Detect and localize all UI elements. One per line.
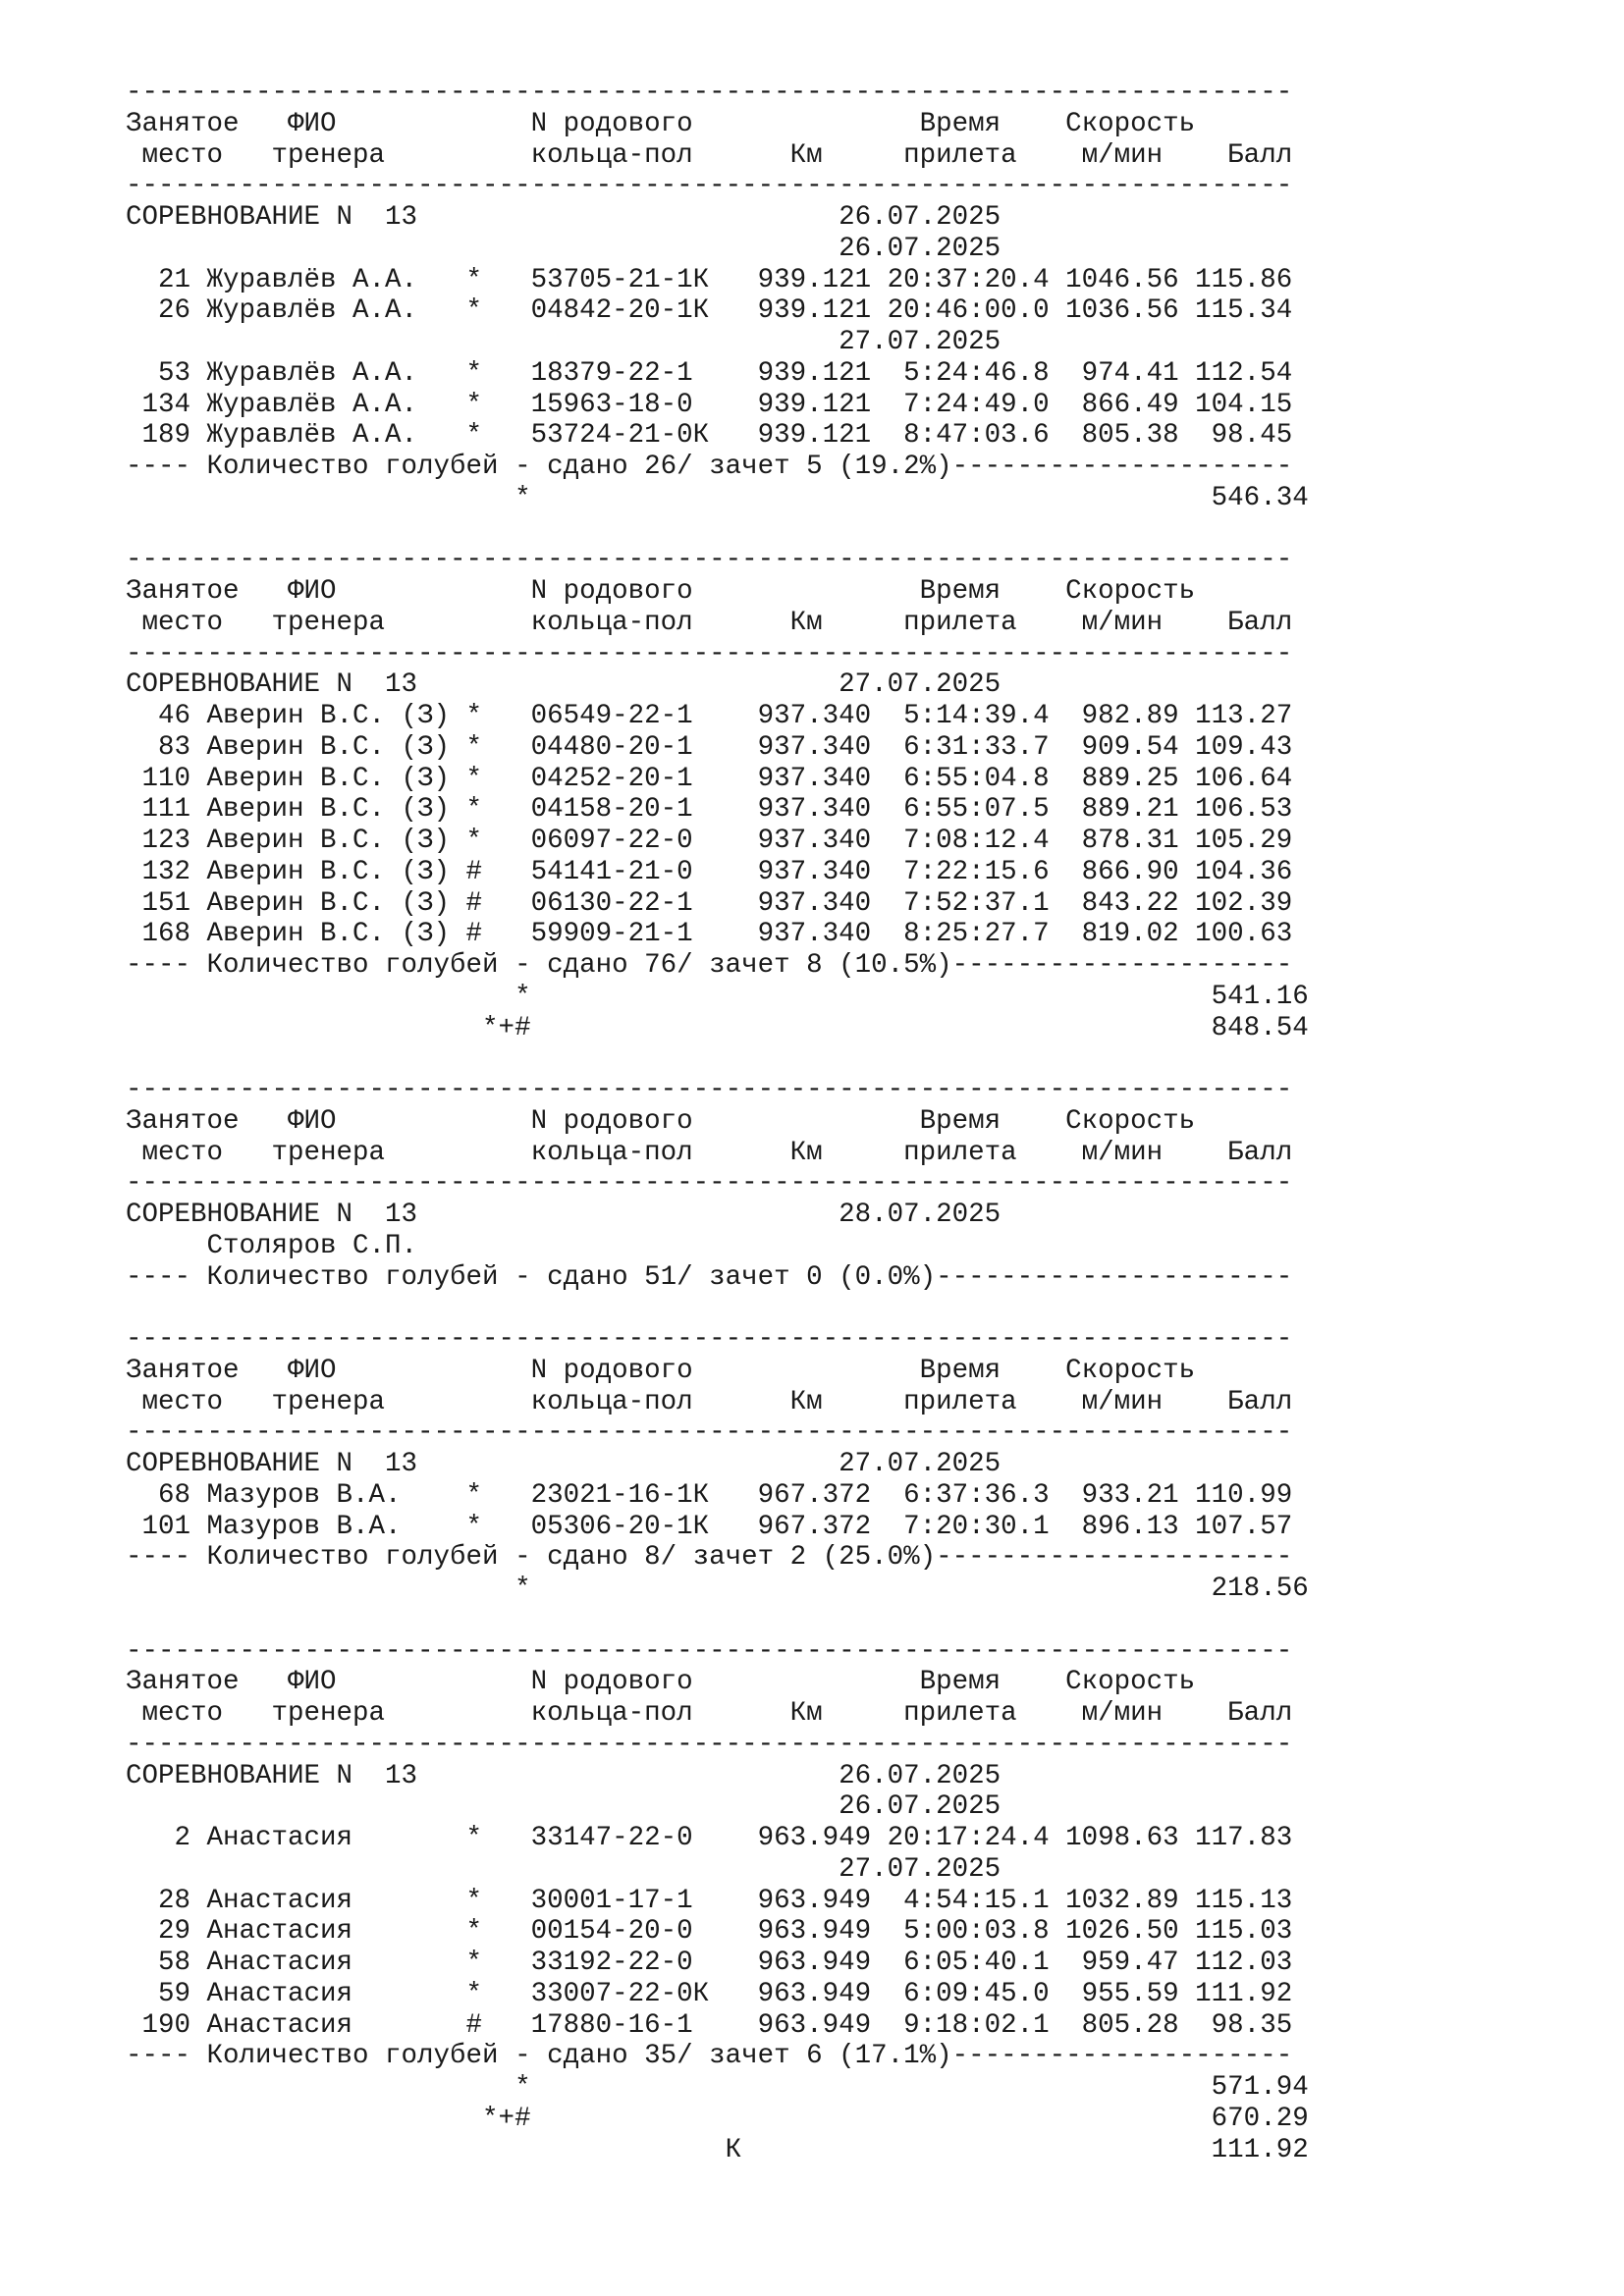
report-line: место тренера кольца-пол Км прилета м/мин Балл	[126, 1137, 1293, 1168]
report-line: Занятое ФИО N родового Время Скорость	[126, 108, 1196, 139]
report-line: 111 Аверин В.С. (З) * 04158-20-1 937.340 6:55:07.5 889.21 106.53	[126, 794, 1293, 826]
report-line: место тренера кольца-пол Км прилета м/мин Балл	[126, 139, 1293, 171]
report-line: 46 Аверин В.С. (З) * 06549-22-1 937.340 5:14:39.4 982.89 113.27	[126, 701, 1293, 731]
report-line: ---- Количество голубей - сдано 35/ зачет 6 (17.1%)---------------------	[126, 2041, 1293, 2072]
report-line: 189 Журавлёв А.А. * 53724-21-0К 939.121 8:47:03.6 805.38 98.45	[126, 420, 1293, 452]
report-line: СОРЕВНОВАНИЕ N 13 28.07.2025	[126, 1200, 1001, 1230]
report-line: 190 Анастасия # 17880-16-1 963.949 9:18:02.1 805.28 98.35	[126, 2009, 1293, 2041]
report-line: *+# 848.54	[126, 1012, 1309, 1043]
report-printout	[126, 78, 1309, 2165]
report-line: ------------------------------------------------------------------------	[126, 171, 1293, 202]
report-line: Занятое ФИО N родового Время Скорость	[126, 1667, 1196, 1698]
report-line: 26 Журавлёв А.А. * 04842-20-1К 939.121 20:46:00.0 1036.56 115.34	[126, 295, 1293, 327]
report-line: 68 Мазуров В.А. * 23021-16-1К 967.372 6:37:36.3 933.21 110.99	[126, 1479, 1293, 1511]
report-line: 59 Анастасия * 33007-22-0К 963.949 6:09:45.0 955.59 111.92	[126, 1978, 1293, 2009]
report-line: ------------------------------------------------------------------------	[126, 1168, 1293, 1200]
report-line: 27.07.2025	[126, 1853, 1001, 1885]
report-line: 101 Мазуров В.А. * 05306-20-1К 967.372 7:20:30.1 896.13 107.57	[126, 1511, 1293, 1542]
report-line: 26.07.2025	[126, 233, 1001, 264]
report-line: * 571.94	[126, 2072, 1309, 2103]
report-line: 83 Аверин В.С. (З) * 04480-20-1 937.340 6:31:33.7 909.54 109.43	[126, 731, 1293, 763]
report-line: 53 Журавлёв А.А. * 18379-22-1 939.121 5:24:46.8 974.41 112.54	[126, 357, 1293, 389]
report-line: 29 Анастасия * 00154-20-0 963.949 5:00:03.8 1026.50 115.03	[126, 1916, 1293, 1948]
report-line: ---- Количество голубей - сдано 26/ зачет 5 (19.2%)---------------------	[126, 452, 1293, 482]
blank-line	[126, 1293, 1309, 1324]
report-line: ---- Количество голубей - сдано 8/ зачет 2 (25.0%)----------------------	[126, 1542, 1293, 1574]
report-line: Занятое ФИО N родового Время Скорость	[126, 1105, 1196, 1137]
report-line: ------------------------------------------------------------------------	[126, 1324, 1293, 1355]
report-line: ---- Количество голубей - сдано 76/ зачет 8 (10.5%)---------------------	[126, 950, 1293, 981]
report-line: СОРЕВНОВАНИЕ N 13 26.07.2025	[126, 1760, 1001, 1791]
report-line: 110 Аверин В.С. (З) * 04252-20-1 937.340 6:55:04.8 889.25 106.64	[126, 763, 1293, 794]
report-line: ------------------------------------------------------------------------	[126, 545, 1293, 576]
report-line: * 546.34	[126, 482, 1309, 513]
report-line: 123 Аверин В.С. (З) * 06097-22-0 937.340 7:08:12.4 878.31 105.29	[126, 826, 1293, 856]
report-line: * 218.56	[126, 1574, 1309, 1604]
report-line: место тренера кольца-пол Км прилета м/мин Балл	[126, 1698, 1293, 1729]
report-line: 27.07.2025	[126, 327, 1001, 357]
report-line: СОРЕВНОВАНИЕ N 13 27.07.2025	[126, 669, 1001, 701]
report-line: 28 Анастасия * 30001-17-1 963.949 4:54:15.1 1032.89 115.13	[126, 1885, 1293, 1916]
report-line: 58 Анастасия * 33192-22-0 963.949 6:05:40.1 959.47 112.03	[126, 1948, 1293, 1978]
report-line: ------------------------------------------------------------------------	[126, 1729, 1293, 1760]
blank-line	[126, 1605, 1309, 1636]
report-line: СОРЕВНОВАНИЕ N 13 27.07.2025	[126, 1449, 1001, 1479]
report-line: *+# 670.29	[126, 2103, 1309, 2134]
blank-line	[126, 514, 1309, 546]
report-line: К 111.92	[126, 2134, 1309, 2165]
report-line: 2 Анастасия * 33147-22-0 963.949 20:17:24.4 1098.63 117.83	[126, 1823, 1293, 1853]
report-line: Занятое ФИО N родового Время Скорость	[126, 1355, 1196, 1386]
report-line: место тренера кольца-пол Км прилета м/мин Балл	[126, 1386, 1293, 1417]
report-line: ------------------------------------------------------------------------	[126, 638, 1293, 669]
report-line: 132 Аверин В.С. (З) # 54141-21-0 937.340 7:22:15.6 866.90 104.36	[126, 856, 1293, 887]
blank-line	[126, 1043, 1309, 1075]
report-line: 134 Журавлёв А.А. * 15963-18-0 939.121 7:24:49.0 866.49 104.15	[126, 389, 1293, 420]
report-line: 21 Журавлёв А.А. * 53705-21-1К 939.121 20:37:20.4 1046.56 115.86	[126, 264, 1293, 295]
report-line: * 541.16	[126, 981, 1309, 1012]
report-line: 168 Аверин В.С. (З) # 59909-21-1 937.340 8:25:27.7 819.02 100.63	[126, 919, 1293, 950]
report-line: место тренера кольца-пол Км прилета м/мин Балл	[126, 607, 1293, 638]
report-line: Столяров С.П.	[126, 1230, 418, 1261]
report-line: СОРЕВНОВАНИЕ N 13 26.07.2025	[126, 202, 1001, 233]
report-line: ------------------------------------------------------------------------	[126, 1075, 1293, 1105]
report-line: ------------------------------------------------------------------------	[126, 78, 1293, 108]
report-line: ------------------------------------------------------------------------	[126, 1635, 1293, 1667]
report-line: ---- Количество голубей - сдано 51/ зачет 0 (0.0%)----------------------	[126, 1261, 1293, 1293]
report-line: 151 Аверин В.С. (З) # 06130-22-1 937.340 7:52:37.1 843.22 102.39	[126, 887, 1293, 919]
report-line: 26.07.2025	[126, 1791, 1001, 1823]
report-line: Занятое ФИО N родового Время Скорость	[126, 576, 1196, 607]
report-line: ------------------------------------------------------------------------	[126, 1417, 1293, 1449]
